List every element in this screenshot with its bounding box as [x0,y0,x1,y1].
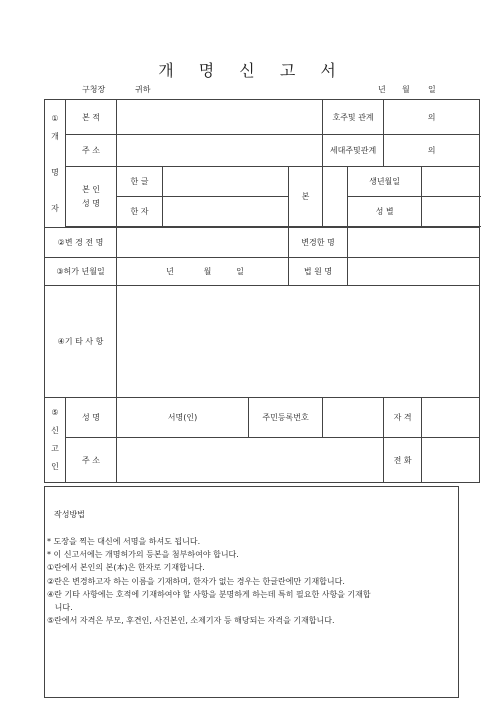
bonjeok-field[interactable] [117,100,323,135]
phone-field[interactable] [422,438,480,483]
household-relation-field[interactable]: 의 [384,100,480,135]
court-label: 법 원 명 [289,258,348,286]
permit-date-label: ③허가 년월일 [45,258,117,286]
date-year-label: 년 [378,85,386,94]
instruction-item: ④란 기타 사항에는 호적에 기재하여야 할 사항을 분명하게 하는데 특히 필요한 사항을 기재합 [47,589,371,599]
form-title: 개 명 신 고 서 [158,61,346,80]
name-label: 본 인 성 명 [66,167,117,227]
recipient: 구청장 [82,85,106,94]
household-relation-label: 호주및 관계 [323,100,384,135]
changed-name-label: 변경한 명 [289,228,348,258]
gender-field[interactable] [422,197,480,227]
qualification-field[interactable] [422,398,480,438]
reporter-name-label: 성 명 [66,398,117,438]
bon-field[interactable] [323,167,348,227]
address-field[interactable] [117,135,323,167]
instruction-item: 니다. [47,603,73,613]
instruction-item: ⑤란에서 자격은 부모, 후견인, 사건본인, 소제기자 등 해당되는 자격을 기재합니다. [47,616,335,626]
instructions-list [47,535,457,627]
other-field[interactable] [117,286,480,398]
other-label: ④기 타 사 항 [45,286,117,398]
instruction-item: * 도장을 찍는 대신에 서명을 하셔도 됩니다. [47,537,201,546]
bonjeok-label: 본 적 [66,100,117,135]
reporter-address-label: 주 소 [66,438,117,483]
reporter-sign-field[interactable]: 서명(인) [117,398,249,438]
section5-label: ⑤ 신 고 인 [45,398,66,483]
birth-label: 생년월일 [348,167,422,197]
hanja-label: 한 자 [117,197,163,227]
birth-field[interactable] [422,167,480,197]
rrn-label: 주민등록번호 [249,398,323,438]
bon-label: 본 [289,167,323,227]
instructions-box [44,486,459,698]
head-relation-field[interactable]: 의 [384,135,480,167]
instructions-title: 작성방법 [54,510,85,519]
gender-label: 성 별 [348,197,422,227]
reporter-address-field[interactable] [117,438,384,483]
phone-label: 전 화 [384,438,422,483]
instruction-item: * 이 신고서에는 개명허가의 등본을 첨부하여야 합니다. [47,550,239,560]
hangul-name-field[interactable] [163,167,289,197]
court-field[interactable] [348,258,480,286]
hanja-name-field[interactable] [163,197,289,227]
qualification-label: 자 격 [384,398,422,438]
before-name-label: ②변 경 전 명 [45,228,117,258]
head-relation-label: 세대주및관계 [323,135,384,167]
section1-label: ① 개 명 자 [45,100,66,228]
permit-date-field[interactable]: 년 월 일 [117,258,289,286]
address-label: 주 소 [66,135,117,167]
hangul-label: 한 글 [117,167,163,197]
date-month-label: 월 [402,85,410,94]
recipient-suffix: 귀하 [135,85,151,94]
date-day-label: 일 [428,85,436,94]
report-form-table [44,99,480,483]
instruction-item: ①란에서 본인의 본(本)은 한자로 기재합니다. [47,563,205,573]
changed-name-field[interactable] [348,228,480,258]
instruction-item: ②란은 변경하고자 하는 이름을 기재하며, 한자가 없는 경우는 한글란에만 기재합니다. [47,576,345,586]
rrn-field[interactable] [323,398,384,438]
before-name-field[interactable] [117,228,289,258]
